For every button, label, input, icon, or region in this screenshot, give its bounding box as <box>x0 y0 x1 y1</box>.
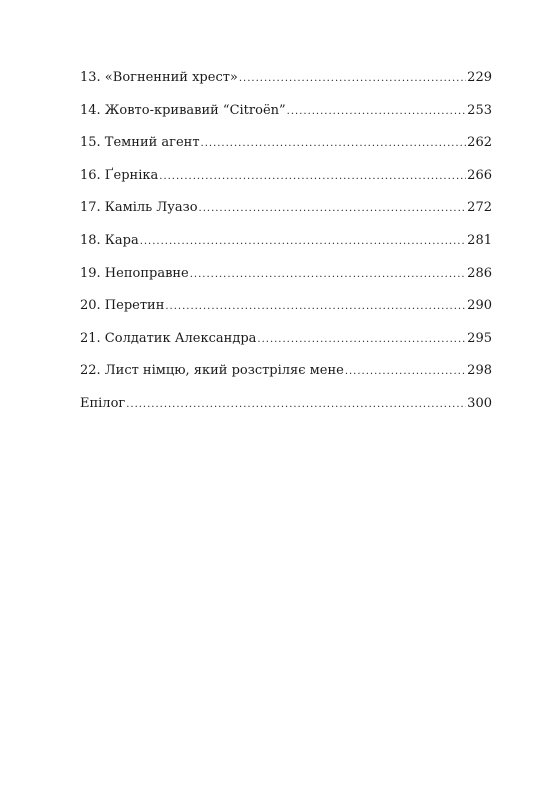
toc-entry-page: 262 <box>467 135 492 151</box>
toc-entry-22 <box>80 362 492 395</box>
dot-leader <box>140 233 466 251</box>
toc-entry-page: 298 <box>467 363 492 379</box>
toc-entry-21 <box>80 330 492 363</box>
toc-entry-20 <box>80 297 492 330</box>
toc-entry-page: 290 <box>467 298 492 314</box>
toc-entry-page: 266 <box>467 167 492 183</box>
dot-leader <box>239 70 466 88</box>
toc-entry-19 <box>80 265 492 298</box>
toc-entry-page: 281 <box>467 232 492 248</box>
toc-entry-page: 229 <box>467 70 492 85</box>
toc-entry-title: 16. Ґерніка <box>80 167 159 183</box>
toc-entry-14 <box>80 102 492 135</box>
toc-entry-title: 20. Перетин <box>80 298 165 314</box>
dot-leader <box>159 168 466 186</box>
toc-entry-page: 295 <box>467 330 492 346</box>
dot-leader <box>190 266 466 284</box>
toc-entry-title: 15. Темний агент <box>80 135 200 151</box>
toc-entry-title: 17. Каміль Луазо <box>80 200 198 216</box>
toc-entry-title: 21. Солдатик Александра <box>80 330 257 346</box>
toc-entry-title: 19. Непоправне <box>80 265 189 281</box>
toc-entry-epilogue <box>80 395 492 428</box>
toc-entry-title: 13. «Вогненний хрест» <box>80 70 238 85</box>
dot-leader <box>287 103 467 121</box>
toc-entry-page: 286 <box>467 265 492 281</box>
toc-entry-13 <box>80 69 492 102</box>
dot-leader <box>201 135 467 153</box>
table-of-contents <box>80 69 492 428</box>
dot-leader <box>257 331 466 349</box>
toc-entry-page: 253 <box>467 102 492 118</box>
dot-leader <box>165 298 466 316</box>
toc-entry-page: 272 <box>467 200 492 216</box>
toc-entry-title: 14. Жовто-кривавий “Citroën” <box>80 102 286 118</box>
toc-entry-page: 300 <box>467 395 492 411</box>
toc-entry-title: Епілог <box>80 395 126 411</box>
dot-leader <box>126 396 466 414</box>
toc-entry-title: 22. Лист німцю, який розстріляє мене <box>80 363 344 379</box>
toc-entry-15 <box>80 134 492 167</box>
dot-leader <box>345 363 466 381</box>
toc-entry-18 <box>80 232 492 265</box>
toc-entry-title: 18. Кара <box>80 232 139 248</box>
toc-entry-17 <box>80 199 492 232</box>
toc-entry-16 <box>80 167 492 200</box>
dot-leader <box>199 200 467 218</box>
